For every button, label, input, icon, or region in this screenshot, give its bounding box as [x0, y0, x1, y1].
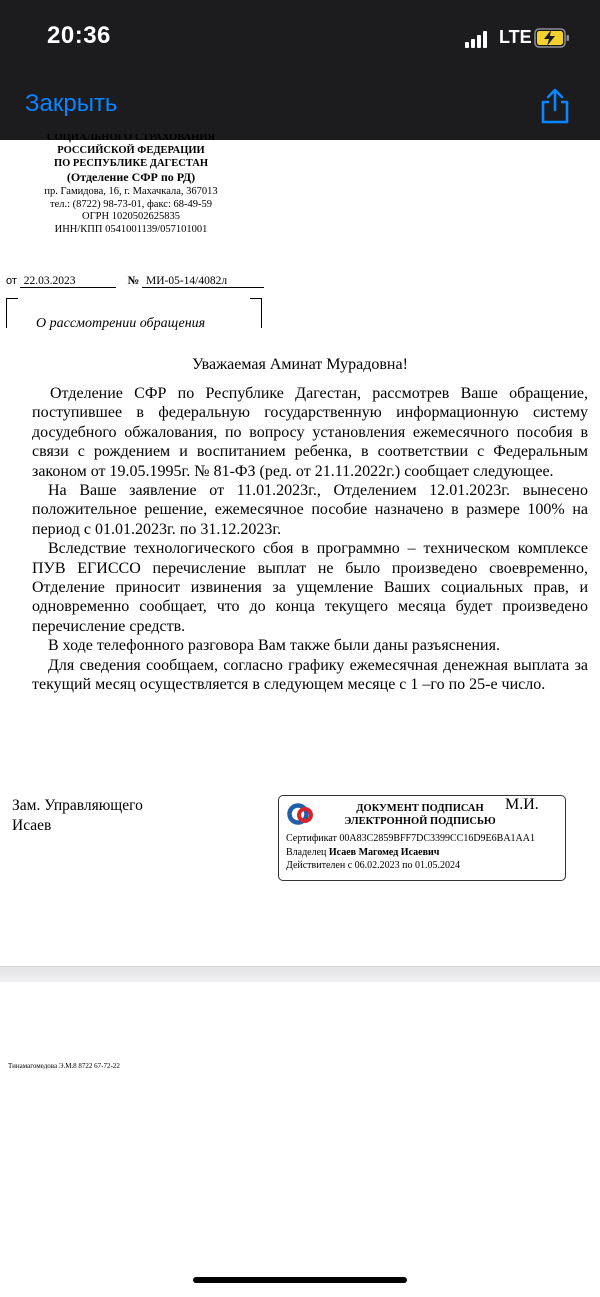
close-button[interactable]: Закрыть [25, 90, 118, 117]
signer-position: Зам. Управляющего [12, 797, 143, 814]
number-label: № [127, 275, 140, 287]
stamp-owner: Владелец Исаев Магомед Исаевич [286, 847, 440, 858]
date-label: от [6, 275, 17, 287]
subject-bracket-right [250, 298, 262, 328]
stamp-validity: Действителен с 06.02.2023 по 01.05.2024 [286, 860, 460, 871]
org-line: СОЦИАЛЬНОГО СТРАХОВАНИЯ [46, 134, 216, 143]
letter-subject: О рассмотрении обращения [36, 316, 206, 331]
network-type: LTE [499, 27, 532, 47]
document-title: RAMAZANOVA_A.M._EDIN... [142, 90, 469, 117]
top-bar [0, 0, 600, 140]
subject-bracket-left [6, 298, 18, 328]
organization-header [20, 134, 242, 236]
letter-date: 22.03.2023 [20, 275, 116, 288]
org-address: пр. Гамидова, 16, г. Махачкала, 367013 [44, 186, 218, 197]
org-line: ПО РЕСПУБЛИКЕ ДАГЕСТАН [53, 157, 209, 169]
share-icon[interactable] [538, 88, 572, 124]
paragraph: На Ваше заявление от 11.01.2023г., Отделением 12.01.2023г. вынесено положительное решение, ежемесячное пособие назначено в размере 100% на период с 01.01.2023г. по 31.12.2023г. [32, 482, 588, 538]
signer-initials: М.И. [505, 796, 539, 813]
reference-line [6, 275, 264, 288]
status-time: 20:36 [47, 22, 111, 49]
sfr-logo-icon [287, 802, 315, 828]
signer-block [12, 796, 143, 836]
paragraph: В ходе телефонного разговора Вам также были даны разъяснения. [48, 637, 500, 655]
org-phone: тел.: (8722) 98-73-01, факс: 68-49-59 [49, 198, 213, 210]
greeting: Уважаемая Аминат Мурадовна! [192, 356, 408, 373]
stamp-heading: ДОКУМЕНТ ПОДПИСАН ЭЛЕКТРОННОЙ ПОДПИСЬЮ [344, 803, 496, 827]
page-separator [0, 966, 600, 982]
executor-note: Тинамагомедова Э.М.8 8722 67-72-22 [8, 1062, 120, 1070]
stamp-certificate: Сертификат 00A83C2859BFF7DC3399CC16D9E6BA1AA1 [286, 833, 536, 844]
org-line: РОССИЙСКОЙ ФЕДЕРАЦИИ [57, 145, 205, 156]
cellular-signal-icon [465, 30, 491, 48]
letter-body [32, 384, 588, 695]
org-ogrn: ОГРН 1020502625835 [82, 211, 180, 222]
letter-number: МИ-05-14/4082л [142, 275, 264, 288]
org-short-name: (Отделение СФР по РД) [66, 170, 196, 184]
paragraph: Отделение СФР по Республике Дагестан, рассмотрев Ваше обращение, поступившее в федеральную государственную информационную систему досудебного обжалования, по вопросу установления ежемесячного пособия в связи с рождением и воспитанием ребенка, в соответствии с Федеральным законом от 19.05.1995г. № 81-ФЗ (ред. от 21.11.2022г.) сообщает следующее. [32, 385, 588, 480]
paragraph: Для сведения сообщаем, согласно графику ежемесячная денежная выплата за текущий месяц осуществляется в следующем месяце с 1 –го по 25-е число. [32, 656, 588, 694]
org-inn-kpp: ИНН/КПП 0541001139/057101001 [54, 223, 208, 235]
home-indicator[interactable] [193, 1277, 407, 1283]
signer-surname: Исаев [12, 817, 52, 834]
electronic-signature-stamp [278, 795, 566, 881]
paragraph: Вследствие технологического сбоя в программно – техническом комплексе ПУВ ЕГИССО перечисление выплат не было произведено своевременно, Отделение приносит извинения за ущемление Ваших социальных прав, и одновременно сообщает, что до конца текущего месяца будет произведено перечисление средств. [32, 540, 588, 635]
battery-charging-icon [534, 28, 570, 48]
